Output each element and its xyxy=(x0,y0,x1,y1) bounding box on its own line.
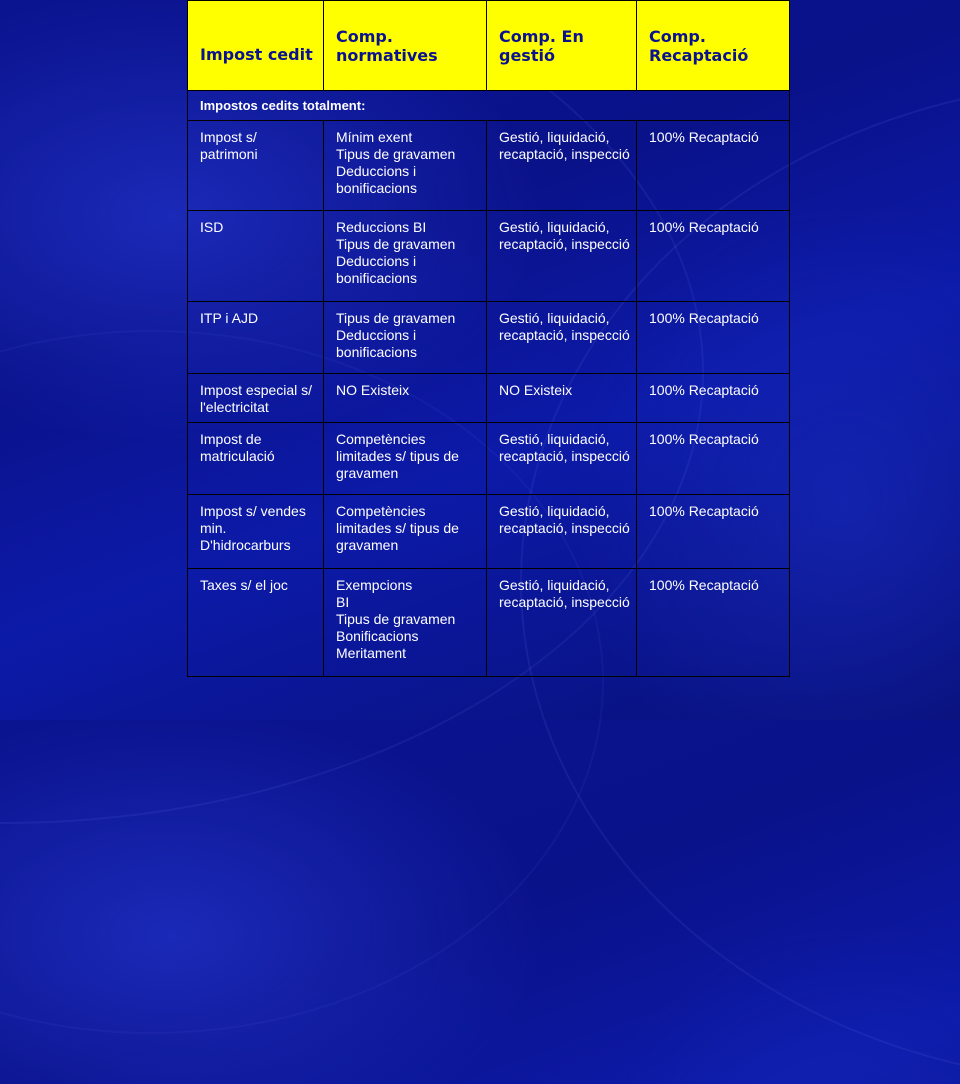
header-impost-cedit: Impost cedit xyxy=(188,1,324,91)
cell-normatives: Reduccions BI Tipus de gravamen Deduccions i bonificacions xyxy=(324,211,487,302)
cell-recaptacio: 100% Recaptació xyxy=(637,374,790,423)
cell-recaptacio: 100% Recaptació xyxy=(637,211,790,302)
cell-recaptacio: 100% Recaptació xyxy=(637,121,790,211)
cell-recaptacio: 100% Recaptació xyxy=(637,423,790,495)
cell-normatives: Exempcions BI Tipus de gravamen Bonificacions Meritament xyxy=(324,569,487,677)
cell-recaptacio: 100% Recaptació xyxy=(637,569,790,677)
cell-normatives: Competències limitades s/ tipus de gravamen xyxy=(324,495,487,569)
cell-normatives: NO Existeix xyxy=(324,374,487,423)
header-comp-gestio: Comp. En gestió xyxy=(487,1,637,91)
cell-gestio: Gestió, liquidació, recaptació, inspecció xyxy=(487,121,637,211)
header-comp-recaptacio: Comp. Recaptació xyxy=(637,1,790,91)
cell-recaptacio: 100% Recaptació xyxy=(637,495,790,569)
section-row xyxy=(188,91,790,121)
table-row xyxy=(188,495,790,569)
table-row xyxy=(188,211,790,302)
cell-impost: Impost especial s/ l'electricitat xyxy=(188,374,324,423)
cell-impost: Impost s/ vendes min. D'hidrocarburs xyxy=(188,495,324,569)
cell-normatives: Tipus de gravamen Deduccions i bonificacions xyxy=(324,302,487,374)
table-row xyxy=(188,302,790,374)
cell-gestio: Gestió, liquidació, recaptació, inspecció xyxy=(487,569,637,677)
slide-table-container xyxy=(187,0,789,677)
cell-recaptacio: 100% Recaptació xyxy=(637,302,790,374)
cell-gestio: Gestió, liquidació, recaptació, inspecció xyxy=(487,302,637,374)
table-row xyxy=(188,569,790,677)
cell-gestio: Gestió, liquidació, recaptació, inspecció xyxy=(487,495,637,569)
cell-impost: Taxes s/ el joc xyxy=(188,569,324,677)
table-row xyxy=(188,374,790,423)
cell-normatives: Competències limitades s/ tipus de gravamen xyxy=(324,423,487,495)
cell-gestio: NO Existeix xyxy=(487,374,637,423)
table-header-row xyxy=(188,1,790,91)
cell-impost: ITP i AJD xyxy=(188,302,324,374)
table-row xyxy=(188,423,790,495)
cell-impost: Impost s/ patrimoni xyxy=(188,121,324,211)
cell-gestio: Gestió, liquidació, recaptació, inspecció xyxy=(487,211,637,302)
header-comp-normatives: Comp. normatives xyxy=(324,1,487,91)
ceded-taxes-table xyxy=(187,0,790,677)
cell-gestio: Gestió, liquidació, recaptació, inspecció xyxy=(487,423,637,495)
table-row xyxy=(188,121,790,211)
cell-normatives: Mínim exent Tipus de gravamen Deduccions i bonificacions xyxy=(324,121,487,211)
cell-impost: ISD xyxy=(188,211,324,302)
section-label: Impostos cedits totalment: xyxy=(188,91,790,121)
cell-impost: Impost de matriculació xyxy=(188,423,324,495)
